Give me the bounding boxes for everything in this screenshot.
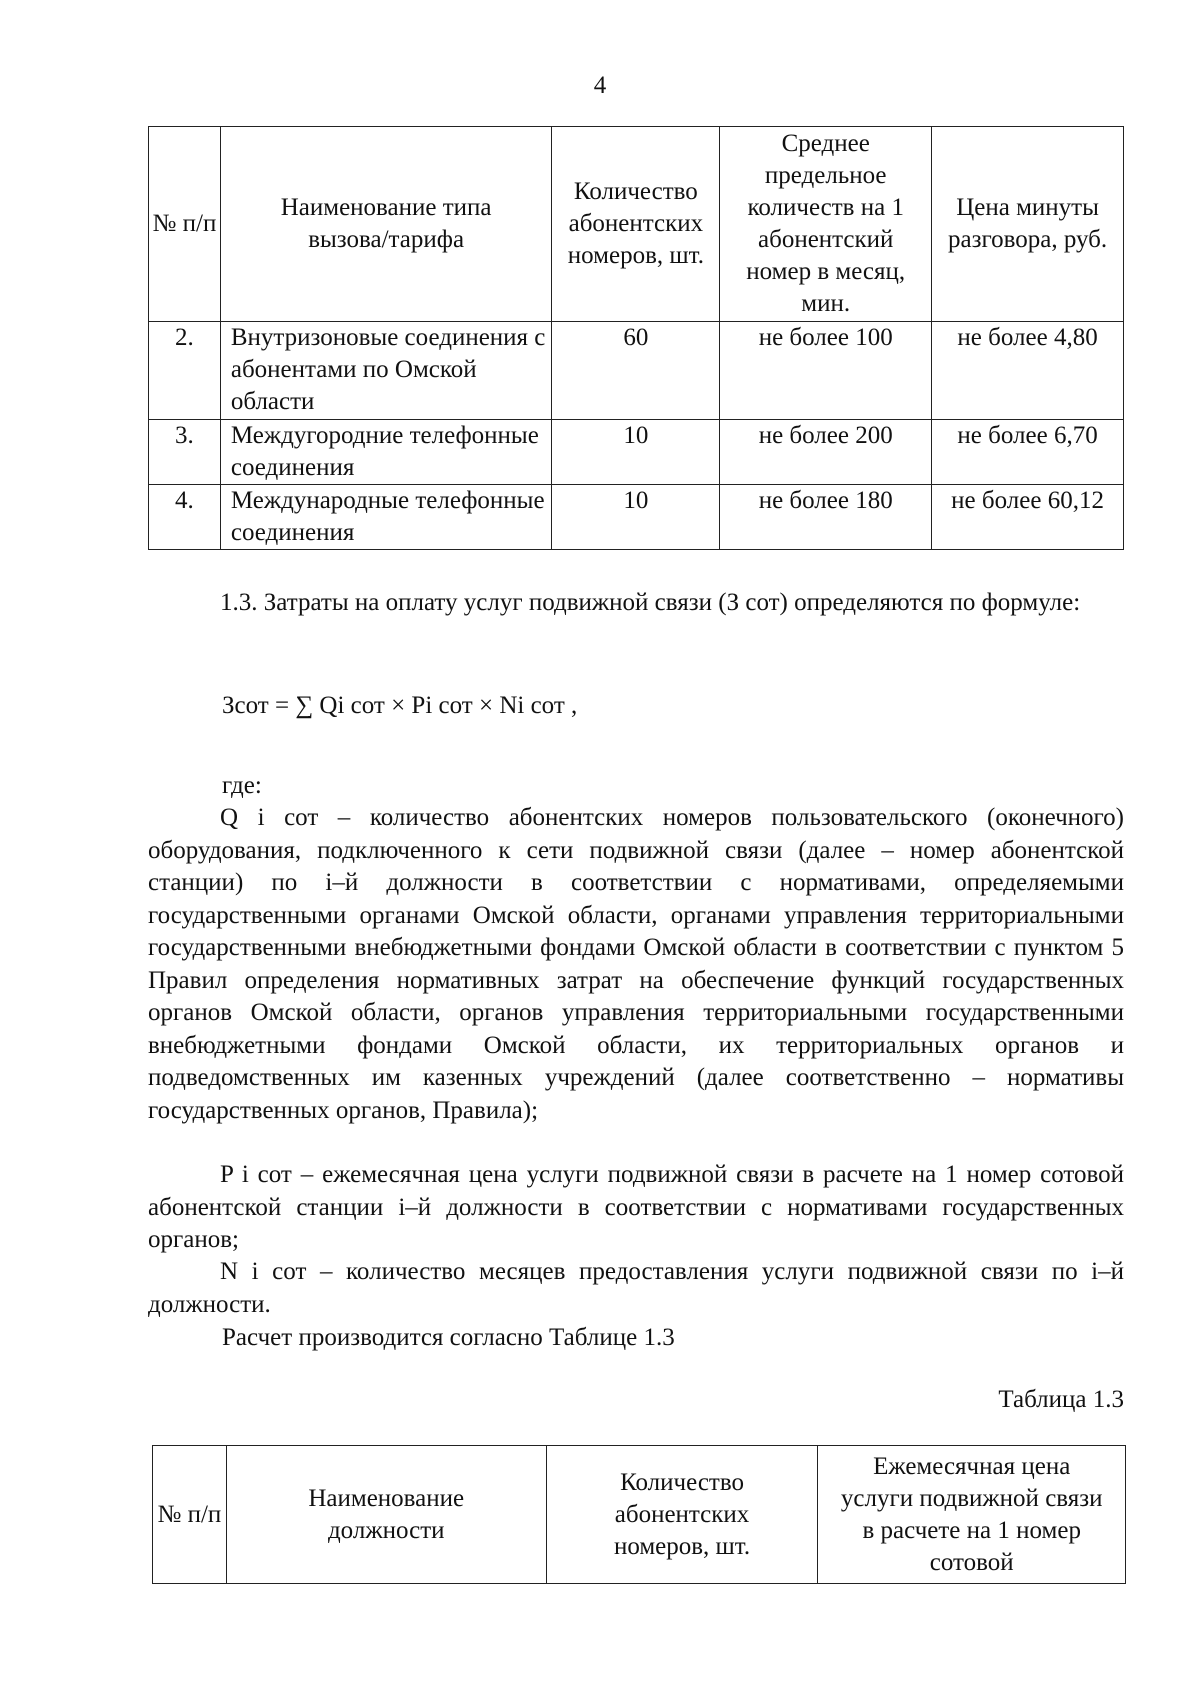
header-cell: Количество абонентских номеров, шт. <box>552 127 720 322</box>
minute-price: не более 60,12 <box>932 485 1124 550</box>
cost-formula: Зсот = ∑ Qi сот × Pi сот × Ni сот , <box>222 692 578 719</box>
minute-price: не более 6,70 <box>932 420 1124 485</box>
n-symbol: N i сот <box>220 1258 307 1285</box>
n-definition <box>148 1256 1124 1321</box>
minutes-limit: не более 200 <box>720 420 932 485</box>
subscriber-count: 60 <box>552 322 720 420</box>
header-cell: Наименование должности <box>226 1446 546 1584</box>
page-number: 4 <box>593 72 607 99</box>
calculation-note: Расчет производится согласно Таблице 1.3 <box>222 1324 675 1351</box>
row-number: 4. <box>149 485 221 550</box>
minutes-limit: не более 100 <box>720 322 932 420</box>
q-text: – количество абонентских номеров пользовательского (оконечного) оборудования, подключенного к сети подвижной связи (далее – номер абонентской станции) по i–й должности в соответствии с нормативами, определяемыми государственными органами Омской области, органами управления территориальными государственными внебюджетными фондами Омской области в соответствии с пунктом 5 Правил определения нормативных затрат на обеспечение функций государственных органов Омской области, органов управления территориальными государственными внебюджетными фондами Омской области, их территориальных органов и подведомственных им казенных учреждений (далее соответственно – нормативы государственных органов, Правила); <box>148 804 1124 1124</box>
positions-table <box>152 1445 1126 1584</box>
table-row <box>149 420 1124 485</box>
subscriber-count: 10 <box>552 485 720 550</box>
p-definition <box>148 1159 1124 1257</box>
p-text: – ежемесячная цена услуги подвижной связи в расчете на 1 номер сотовой абонентской станции i–й должности в соответствии с нормативами государственных органов; <box>148 1161 1125 1253</box>
row-number: 3. <box>149 420 221 485</box>
header-cell: № п/п <box>153 1446 227 1584</box>
header-cell: № п/п <box>149 127 221 322</box>
header-cell: Ежемесячная цена услуги подвижной связи в расчете на 1 номер сотовой <box>818 1446 1126 1584</box>
section-intro: 1.3. Затраты на оплату услуг подвижной связи (З сот) определяются по формуле: <box>220 589 1081 616</box>
n-text: – количество месяцев предоставления услуги подвижной связи по i–й должности. <box>148 1258 1124 1318</box>
call-type: Международные телефонные соединения <box>220 485 552 550</box>
row-number: 2. <box>149 322 221 420</box>
table-caption: Таблица 1.3 <box>998 1386 1124 1413</box>
tariff-table <box>148 126 1124 550</box>
table-row <box>149 322 1124 420</box>
call-type: Внутризоновые соединения с абонентами по Омской области <box>220 322 552 420</box>
table-row <box>149 485 1124 550</box>
table-header-row <box>149 127 1124 322</box>
header-cell: Наименование типа вызова/тарифа <box>220 127 552 322</box>
where-label: где: <box>222 772 262 799</box>
table-header-row <box>153 1446 1126 1584</box>
header-cell: Количество абонентских номеров, шт. <box>546 1446 818 1584</box>
minutes-limit: не более 180 <box>720 485 932 550</box>
subscriber-count: 10 <box>552 420 720 485</box>
header-cell: Среднее предельное количеств на 1 абонентский номер в месяц, мин. <box>720 127 932 322</box>
header-cell: Цена минуты разговора, руб. <box>932 127 1124 322</box>
q-symbol: Q i сот <box>220 804 319 831</box>
minute-price: не более 4,80 <box>932 322 1124 420</box>
p-symbol: P i сот <box>220 1161 292 1188</box>
q-definition <box>148 802 1124 1127</box>
call-type: Междугородние телефонные соединения <box>220 420 552 485</box>
